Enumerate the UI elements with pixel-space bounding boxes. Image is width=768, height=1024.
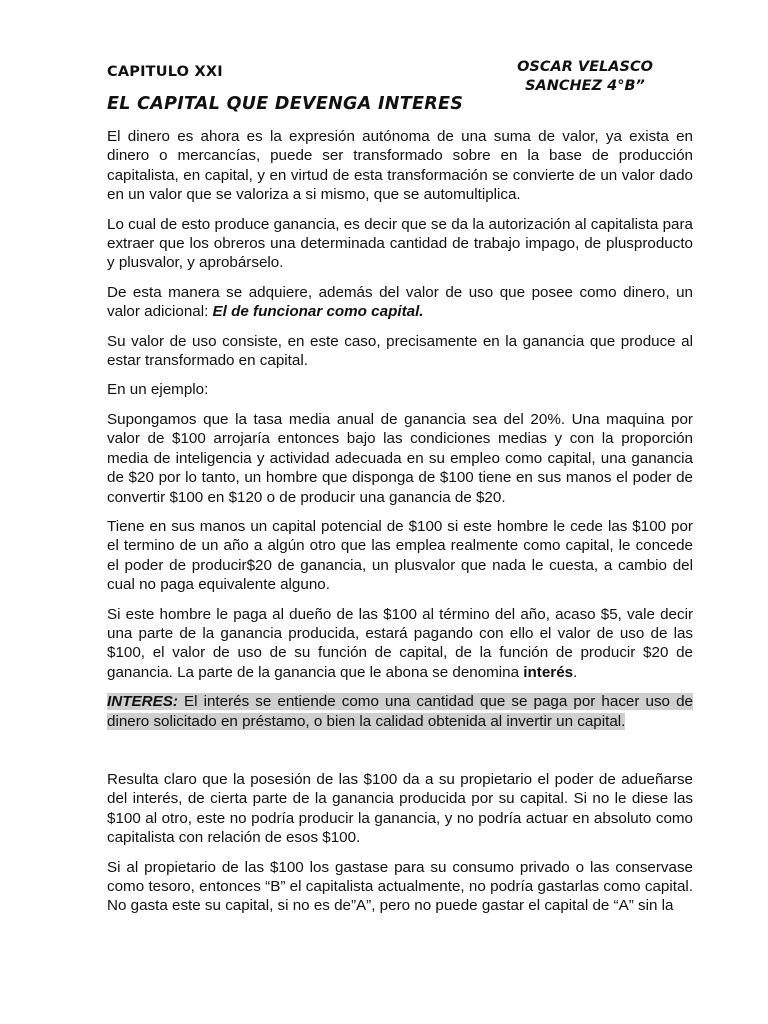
chapter-heading: CAPITULO XXI xyxy=(107,64,223,80)
author-line-2: SANCHEZ 4°B” xyxy=(525,78,645,94)
paragraph-1: El dinero es ahora es la expresión autónoma de una suma de valor, ya exista en dinero o mercancías, puede ser transformado sobre en la base de producción capitalista, en capital, y en virtud de esta transformación se convierte de un valor dado en un valor que se valoriza a si mismo, que se automultiplica. xyxy=(107,128,693,204)
definition-paragraph xyxy=(107,692,693,731)
paragraph-8-bold-term: interés xyxy=(523,663,574,681)
definition-term: INTERES: xyxy=(107,693,178,711)
paragraph-5: En un ejemplo: xyxy=(107,381,209,399)
author-line-1: OSCAR VELASCO xyxy=(517,59,653,75)
paragraph-4: Su valor de uso consiste, en este caso, precisamente en la ganancia que produce al estar transformado en capital. xyxy=(107,332,693,370)
paragraph-7: Tiene en sus manos un capital potencial de $100 si este hombre le cede las $100 por el termino de un año a algún otro que las emplea realmente como capital, le concede el poder de producir$20 de ganancia, un plusvalor que nada le cuesta, a cambio del cual no paga equivalente alguno. xyxy=(107,517,693,594)
paragraph-3-text: De esta manera se adquiere, además del valor de uso que posee como dinero, un valor adicional: xyxy=(107,283,693,321)
definition-highlight xyxy=(107,693,693,729)
paragraph-8 xyxy=(107,605,693,683)
paragraph-10: Resulta claro que la posesión de las $100 da a su propietario el poder de adueñarse del interés, de cierta parte de la ganancia producida por su capital. Si no le diese las $100 al otro, este no podría producir la ganancia, y no podría actuar en absoluto como capitalista con relación de esos $100. xyxy=(107,770,693,847)
document-title: EL CAPITAL QUE DEVENGA INTERES xyxy=(107,94,464,114)
paragraph-3-emphasis: El de funcionar como capital. xyxy=(212,303,424,321)
paragraph-3 xyxy=(107,283,693,322)
definition-text: El interés se entiende como una cantidad que se paga por hacer uso de dinero solicitado en préstamo, o bien la calidad obtenida al invertir un capital. xyxy=(107,693,693,730)
blank-line xyxy=(107,741,693,770)
paragraph-2: Lo cual de esto produce ganancia, es decir que se da la autorización al capitalista para extraer que los obreros una determinada cantidad de trabajo impago, de plusproducto y plusvalor, y aprobárselo. xyxy=(107,215,693,272)
author-name xyxy=(500,58,670,96)
paragraph-8-text: Si este hombre le paga al dueño de las $100 al término del año, acaso $5, vale decir una parte de la ganancia producida, estará pagando con ello el valor de uso de las $100, el valor de uso de su función de capital, de la función de producir $20 de ganancia. La parte de la ganancia que le abona se denomina xyxy=(107,605,693,681)
paragraph-6: Supongamos que la tasa media anual de ganancia sea del 20%. Una maquina por valor de $100 arrojaría entonces bajo las condiciones medias y con la proporción media de inteligencia y actividad adecuada en su empleo como capital, una ganancia de $20 por lo tanto, un hombre que disponga de $100 tiene en sus manos el poder de convertir $100 en $120 o de producir una ganancia de $20. xyxy=(107,410,693,506)
paragraph-11: Si al propietario de las $100 los gastase para su consumo privado o las conservase como tesoro, entonces “B” el capitalista actualmente, no podría gastarlas como capital. No gasta este su capital, si no es de”A”, pero no puede gastar el capital de “A” sin la xyxy=(107,858,693,915)
document-body xyxy=(107,127,693,926)
paragraph-8-end: . xyxy=(573,663,578,681)
